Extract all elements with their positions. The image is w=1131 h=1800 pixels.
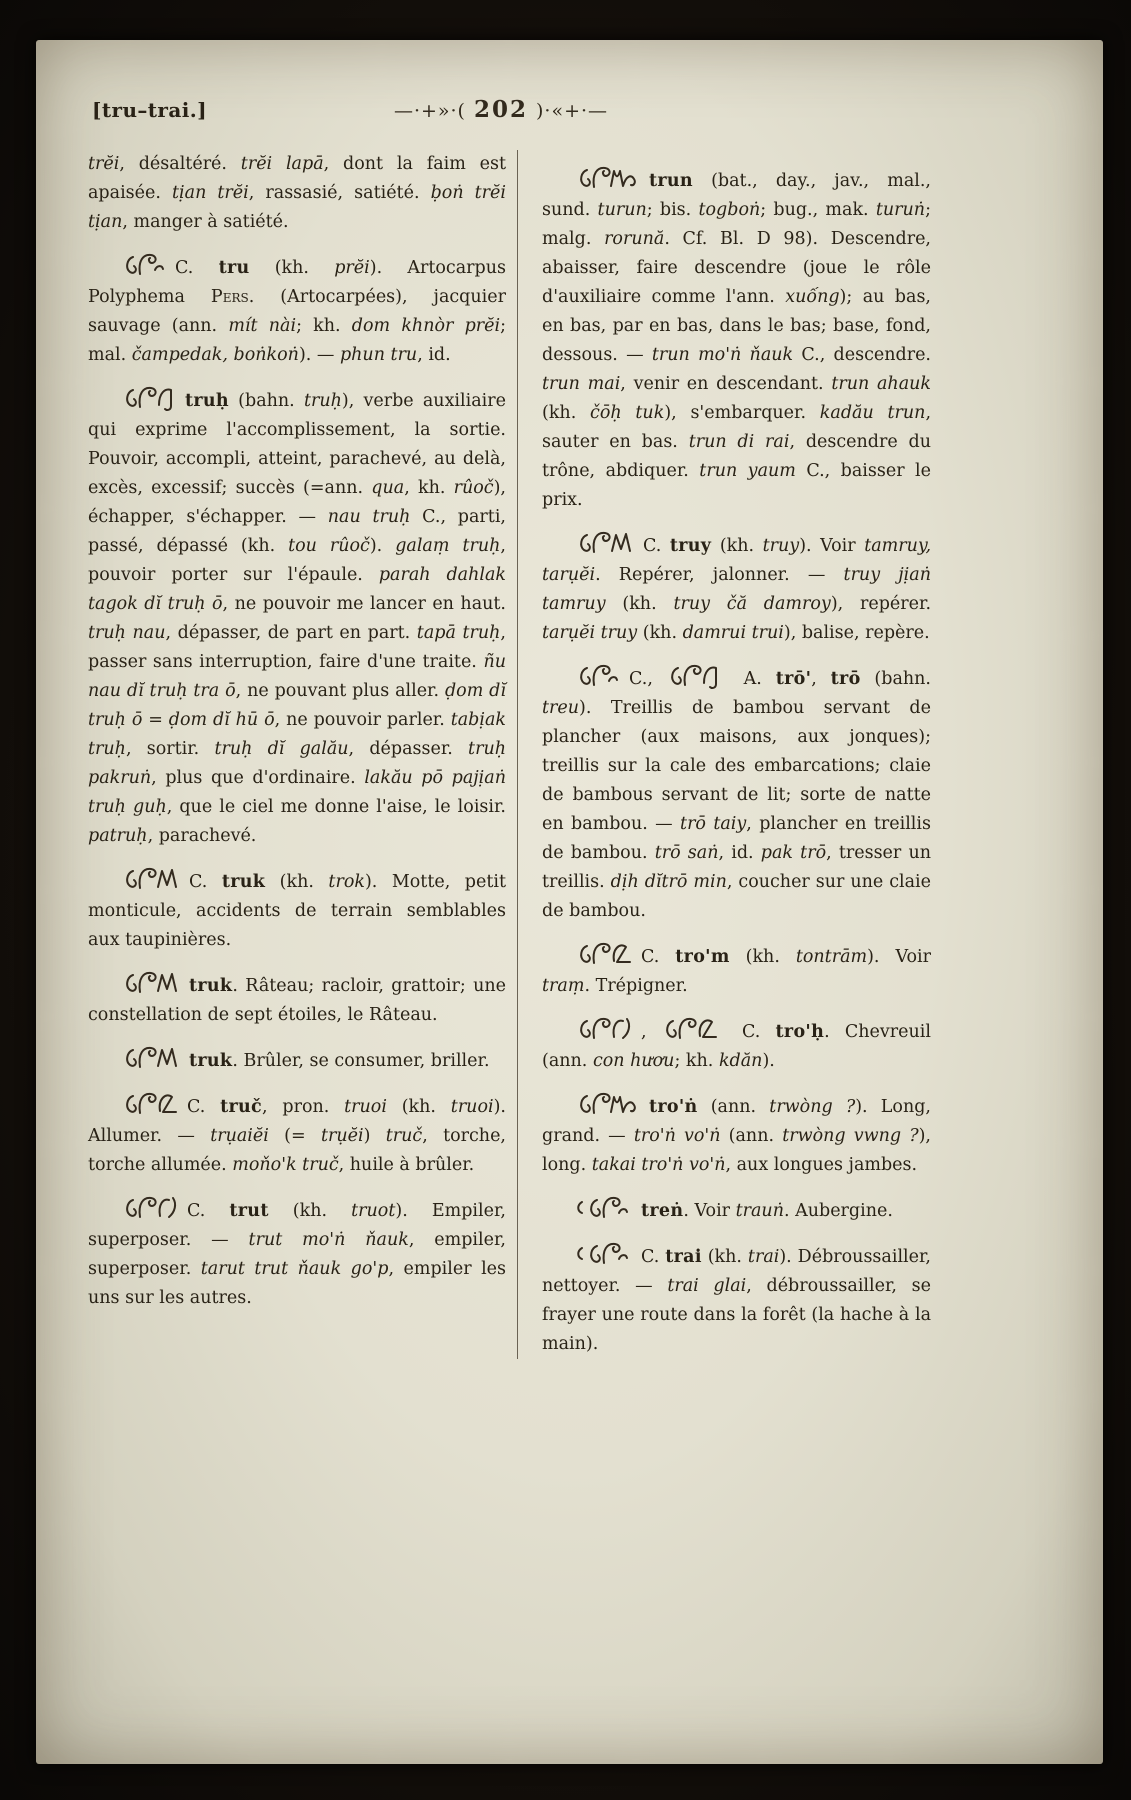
- entry-text: mít nài: [228, 316, 297, 336]
- entry-text: C.: [726, 1022, 776, 1042]
- cham-script-glyph: [122, 250, 168, 280]
- entry-tro: [542, 661, 931, 926]
- entry-text: trok: [328, 872, 365, 892]
- entry-text: trun yaum: [699, 461, 796, 481]
- entry-text: ; kh.: [674, 1051, 719, 1071]
- entry-text: trō saṅ: [654, 843, 719, 863]
- headword: truk: [189, 976, 233, 996]
- right-column: [517, 150, 931, 1359]
- entry-text: ), échapper, s'échapper. —: [88, 478, 506, 527]
- headword: tro'ḥ: [775, 1022, 825, 1042]
- entry-text: trut mo'ṅ ňauk: [248, 1230, 409, 1250]
- entry-text: ).: [369, 536, 396, 556]
- cham-script-glyph: [122, 968, 182, 998]
- headword: tro'ṅ: [649, 1097, 698, 1117]
- entry-text: trai: [747, 1247, 780, 1267]
- entry-text: (Artocarpées), jacquier sauvage (ann.: [88, 287, 506, 336]
- entry-text: tịan trĕi: [172, 183, 249, 203]
- cham-script-glyph: [576, 939, 634, 969]
- entry-truh: [88, 383, 506, 851]
- entry-text: (bat., day., jav., mal., sund.: [542, 171, 931, 220]
- entry-text: ). Empiler, superposer. —: [88, 1201, 506, 1250]
- cham-script-glyph: [122, 1043, 182, 1073]
- book-page: [36, 40, 1103, 1764]
- entry-text: tabịak truḥ: [88, 710, 506, 759]
- entry-text: truoi: [344, 1097, 387, 1117]
- entry-text: C., parti, passé, dépassé (kh.: [88, 507, 506, 556]
- entry-text: tontrām: [795, 947, 868, 967]
- entry-text: kadău trun: [819, 403, 926, 423]
- entry-text: treu: [542, 698, 580, 718]
- entry-text: ).: [762, 1051, 775, 1071]
- entry-text: , dont la faim est apaisée.: [88, 154, 506, 203]
- entry-text: trĕi lapā: [240, 154, 324, 174]
- cham-script-glyph: [122, 1193, 180, 1223]
- entry-text: , débroussailler, se frayer une route dans la forêt (la hache à la main).: [542, 1276, 931, 1354]
- entry-text: čōḥ tuk: [590, 403, 665, 423]
- entry-text: , id.: [417, 345, 451, 365]
- cham-script-glyph: [662, 1014, 720, 1044]
- entry-text: trauṅ: [735, 1201, 784, 1221]
- entry-text: dịh dĭtrō min: [610, 872, 727, 892]
- headword: treṅ: [641, 1201, 684, 1221]
- entry-trom: [542, 939, 931, 1001]
- entry-text: nau truḥ: [327, 507, 411, 527]
- cham-script-glyph: [576, 1014, 634, 1044]
- entry-text: trụaiĕi: [210, 1126, 269, 1146]
- entry-text: . Trépigner.: [584, 976, 688, 996]
- entry-text: (kh.: [542, 403, 591, 423]
- entry-text: truḥ: [303, 391, 342, 411]
- entry-text: . Brûler, se consumer, briller.: [232, 1051, 490, 1071]
- entry-text: tarụĕi truy: [542, 623, 638, 643]
- entry-text: trwòng ?: [769, 1097, 856, 1117]
- page-header: [36, 96, 1103, 134]
- entry-text: turuṅ: [875, 200, 926, 220]
- entry-text: C.: [189, 872, 222, 892]
- entry-text: , sauter en bas.: [542, 403, 932, 452]
- entry-text: xuống: [785, 287, 840, 307]
- entry-text: (kh.: [249, 258, 335, 278]
- headword: trō: [830, 669, 861, 689]
- entry-text: , kh.: [404, 478, 454, 498]
- entry-truc: [88, 1089, 506, 1180]
- entry-text: , dépasser.: [348, 739, 469, 759]
- entry-text: , ne pouvoir parler.: [274, 710, 451, 730]
- entry-text: (kh.: [701, 1247, 748, 1267]
- cham-script-glyph: [576, 1239, 634, 1269]
- entry-text: pak trō: [760, 843, 827, 863]
- entry-text: C.: [641, 1247, 666, 1267]
- cham-script-glyph: [122, 864, 182, 894]
- entry-text: C., baisser le prix.: [542, 461, 931, 510]
- entry-trut: [88, 1193, 506, 1313]
- left-column: [88, 150, 506, 1359]
- entry-text: ; malg.: [542, 200, 931, 249]
- headword: trun: [649, 171, 693, 191]
- entry-text: . Repérer, jalonner. —: [595, 565, 844, 585]
- entry-text: ); au bas, en bas, par en bas, dans le bas; base, fond, dessous. —: [542, 287, 931, 365]
- entry-text: , parachevé.: [147, 826, 257, 846]
- cham-script-glyph: [576, 528, 636, 558]
- entry-text: , manger à satiété.: [122, 212, 289, 232]
- entry-text: truoi: [450, 1097, 494, 1117]
- entry-text: ; kh.: [296, 316, 352, 336]
- entry-text: ḅoṅ trĕi tịan: [88, 183, 507, 232]
- entry-text: ), repérer.: [830, 594, 932, 614]
- entry-text: trĕi: [88, 154, 120, 174]
- entry-text: C.: [187, 1201, 230, 1221]
- entry-text: C.: [187, 1097, 221, 1117]
- entry-text: trun ahauk: [831, 374, 932, 394]
- entry-text: (kh.: [268, 1201, 352, 1221]
- entry-text: tapā truḥ: [416, 623, 501, 643]
- entry-text: , id.: [718, 843, 761, 863]
- entry-text: ), long.: [542, 1126, 931, 1175]
- entry-text: , sortir.: [125, 739, 215, 759]
- entry-trai: [542, 1239, 931, 1359]
- entry-text: truy jịaṅ tamruy: [542, 565, 931, 614]
- entry-text: trwòng vwng ?: [782, 1126, 919, 1146]
- entry-text: truot: [351, 1201, 396, 1221]
- entry-text: ; bis.: [646, 200, 699, 220]
- entry-truy: [542, 528, 931, 648]
- entry-text: takai tro'ṅ vo'ṅ: [591, 1155, 726, 1175]
- entry-text: , plus que d'ordinaire.: [151, 768, 365, 788]
- entry-text: . Cf. Bl. D 98). Descendre, abaisser, faire descendre (joue le rôle d'auxiliaire comme l'ann.: [542, 229, 931, 307]
- entry-text: con hươu: [592, 1051, 675, 1071]
- entry-text: ). Motte, petit monticule, accidents de terrain semblables aux taupinières.: [88, 872, 506, 950]
- entry-text: (=: [268, 1126, 321, 1146]
- entry-text: . Chevreuil (ann.: [542, 1022, 931, 1071]
- entry-text: truy čă damroy: [673, 594, 831, 614]
- entry-truk-motte: [88, 864, 506, 955]
- entry-text: (kh.: [386, 1097, 451, 1117]
- entry-text: tamruy, tarụĕi: [542, 536, 932, 585]
- entry-text: ḍom dĭ truḥ ō = ḍom dĭ hū ō: [88, 681, 506, 730]
- entry-text: galaṃ truḥ: [395, 536, 501, 556]
- headword: truk: [221, 872, 266, 892]
- headword: tro'm: [675, 947, 730, 967]
- cham-script-glyph: [576, 163, 642, 193]
- entry-text: (ann.: [720, 1126, 783, 1146]
- headword: trai: [665, 1247, 702, 1267]
- entry-text: ). Allumer. —: [88, 1097, 506, 1146]
- entry-trun: [542, 163, 931, 515]
- entry-text: A.: [729, 669, 776, 689]
- entry-text: damrui trui: [682, 623, 784, 643]
- entry-text: , tresser un treillis.: [542, 843, 931, 892]
- entry-text: . Voir: [683, 1201, 736, 1221]
- entry-text: , aux longues jambes.: [725, 1155, 918, 1175]
- entry-text: C.,: [629, 669, 667, 689]
- entry-tron: [542, 1089, 931, 1180]
- entry-text: lakău pō pajịaṅ truḥ guḥ: [88, 768, 506, 817]
- entry-text: , rassasié, satiété.: [248, 183, 431, 203]
- entry-text: truy: [762, 536, 800, 556]
- ornament-left-flourish: —·+»·(: [393, 100, 466, 122]
- headword: truḥ: [185, 391, 229, 411]
- entry-text: , dépasser, de part en part.: [165, 623, 417, 643]
- cham-script-glyph: [122, 383, 178, 413]
- entry-text: tro'ṅ vo'ṅ: [633, 1126, 721, 1146]
- cham-script-glyph: [576, 1193, 634, 1223]
- entry-text: prĕi: [334, 258, 370, 278]
- entry-text: , coucher sur une claie de bambou.: [542, 872, 931, 921]
- entry-text: (ann.: [697, 1097, 770, 1117]
- headword: tru: [218, 258, 250, 278]
- entry-text: togboṅ: [698, 200, 761, 220]
- entry-text: tou rûoč: [288, 536, 370, 556]
- entry-text: , empiler, superposer.: [88, 1230, 506, 1279]
- entry-text: ). Débroussailler, nettoyer. —: [542, 1247, 931, 1296]
- entry-text: ), balise, repère.: [783, 623, 930, 643]
- entry-text: patruḥ: [88, 826, 148, 846]
- entry-text: phun tru: [339, 345, 418, 365]
- entry-text: , torche, torche allumée.: [88, 1126, 506, 1175]
- entry-text: , plancher en treillis de bambou.: [542, 814, 931, 863]
- entry-text: ). Artocarpus Polyphema: [88, 258, 506, 307]
- entry-text: truḥ pakruṅ: [88, 739, 506, 788]
- entry-trei-continuation: [88, 150, 506, 237]
- ornament-right-flourish: )·«+·—: [536, 100, 609, 122]
- entry-text: trun di rai: [688, 432, 790, 452]
- entry-text: ). Treillis de bambou servant de plancher (aux maisons, aux jonques); treillis sur la cale des embarcations; claie de bambous servant de lit; sorte de natte en bambou. —: [542, 698, 931, 834]
- entry-text: trun mai: [542, 374, 621, 394]
- entry-tren: [542, 1193, 931, 1226]
- entry-text: trụĕi: [320, 1126, 364, 1146]
- entry-text: ): [363, 1126, 386, 1146]
- entry-text: ). Voir: [799, 536, 865, 556]
- text-columns: [36, 150, 1103, 1359]
- entry-text: rorună: [604, 229, 665, 249]
- entry-text: , descendre du trône, abdiquer.: [542, 432, 932, 481]
- entry-text: (bahn.: [228, 391, 304, 411]
- entry-text: truḥ nau: [88, 623, 166, 643]
- entry-text: (kh.: [637, 623, 683, 643]
- entry-text: ). —: [298, 345, 340, 365]
- entry-text: ; mal.: [88, 316, 506, 365]
- headword: truk: [189, 1051, 233, 1071]
- entry-text: C.: [175, 258, 219, 278]
- entry-text: , passer sans interruption, faire d'une traite.: [88, 623, 506, 672]
- entry-text: C.: [643, 536, 670, 556]
- entry-text: tarut trut ňauk go'p: [200, 1259, 389, 1279]
- entry-text: moňo'k truč: [232, 1155, 339, 1175]
- entry-text: Pers.: [210, 287, 255, 307]
- entry-text: , pouvoir porter sur l'épaule.: [88, 536, 506, 585]
- entry-text: (bahn.: [860, 669, 931, 689]
- entry-text: ), s'embarquer.: [664, 403, 820, 423]
- entry-text: trun mo'ṅ ňauk: [651, 345, 794, 365]
- entry-text: (kh.: [711, 536, 763, 556]
- entry-text: ,: [641, 1022, 662, 1042]
- entry-text: (kh.: [605, 594, 674, 614]
- entry-text: , ne pouvant plus aller.: [235, 681, 445, 701]
- entry-truk-rateau: [88, 968, 506, 1030]
- cham-script-glyph: [122, 1089, 180, 1119]
- entry-text: qua: [371, 478, 405, 498]
- entry-text: traṃ: [542, 976, 585, 996]
- entry-text: ). Voir: [867, 947, 931, 967]
- running-title: [tru–trai.]: [92, 98, 207, 122]
- entry-text: turun: [597, 200, 647, 220]
- entry-tru: [88, 250, 506, 370]
- entry-text: čampedak, boṅkoṅ: [131, 345, 299, 365]
- entry-text: ). Long, grand. —: [542, 1097, 931, 1146]
- entry-text: ñu nau dĭ truḥ tra ō: [88, 652, 506, 701]
- entry-text: , que le ciel me donne l'aise, le loisir.: [166, 797, 506, 817]
- entry-text: . Râteau; racloir, grattoir; une constellation de sept étoiles, le Râteau.: [88, 976, 506, 1025]
- headword: truy: [669, 536, 712, 556]
- entry-text: rûoč: [453, 478, 494, 498]
- entry-text: ), verbe auxiliaire qui exprime l'accomplissement, la sortie. Pouvoir, accompli, atteint, parachevé, au delà, excès, excessif; succès (=ann.: [88, 391, 506, 498]
- entry-text: kdăn: [718, 1051, 763, 1071]
- page-number: 202: [473, 96, 528, 123]
- cham-script-glyph: [667, 661, 723, 691]
- entry-text: , empiler les uns sur les autres.: [88, 1259, 506, 1308]
- entry-text: parah dahlak tagok dĭ truḥ ō: [88, 565, 506, 614]
- entry-text: ,: [811, 669, 831, 689]
- entry-text: trō taiy: [680, 814, 747, 834]
- cham-script-glyph: [576, 1089, 642, 1119]
- headword: trō': [775, 669, 812, 689]
- entry-text: (kh.: [265, 872, 329, 892]
- entry-text: (kh.: [729, 947, 796, 967]
- entry-text: ; bug., mak.: [760, 200, 876, 220]
- entry-text: , venir en descendant.: [620, 374, 832, 394]
- entry-text: , ne pouvoir me lancer en haut.: [222, 594, 506, 614]
- entry-text: C., descendre.: [793, 345, 931, 365]
- entry-text: . Aubergine.: [783, 1201, 893, 1221]
- entry-troh: [542, 1014, 931, 1076]
- headword: trut: [229, 1201, 269, 1221]
- entry-text: truḥ dĭ galău: [214, 739, 349, 759]
- entry-text: truč: [385, 1126, 423, 1146]
- entry-text: , désaltéré.: [119, 154, 241, 174]
- entry-text: , huile à brûler.: [338, 1155, 475, 1175]
- entry-text: trai glai: [667, 1276, 747, 1296]
- entry-text: , pron.: [262, 1097, 345, 1117]
- headword: truč: [220, 1097, 263, 1117]
- entry-text: dom khnòr prĕi: [351, 316, 501, 336]
- entry-text: C.: [641, 947, 676, 967]
- entry-truk-bruler: [88, 1043, 506, 1076]
- cham-script-glyph: [576, 661, 622, 691]
